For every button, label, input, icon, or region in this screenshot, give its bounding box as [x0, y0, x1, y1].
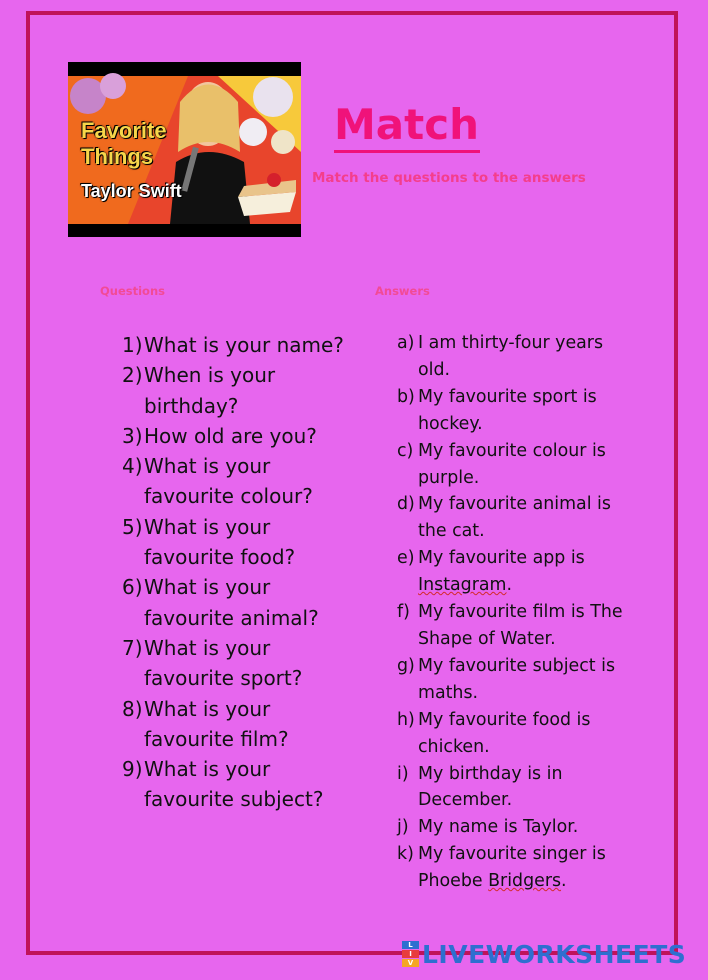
answer-item	[397, 653, 627, 707]
answer-letter: c)	[397, 440, 414, 461]
question-item	[122, 451, 362, 512]
logo-letter: L	[402, 941, 419, 949]
answer-letter: f)	[397, 602, 410, 623]
questions-list	[122, 330, 362, 815]
answer-letter: h)	[397, 709, 415, 730]
answer-text	[418, 841, 627, 895]
answer-text	[418, 545, 627, 599]
answer-item	[397, 707, 627, 761]
question-number: 2)	[122, 363, 143, 388]
liveworksheets-logo-icon	[402, 941, 419, 968]
answer-letter: d)	[397, 494, 415, 515]
question-item	[122, 512, 362, 573]
answer-letter: e)	[397, 548, 415, 569]
thumbnail-title-line2: Things	[81, 144, 154, 169]
answers-header: Answers	[375, 284, 430, 298]
liveworksheets-brand[interactable]	[402, 940, 686, 968]
answer-text: I am thirty-four years old.	[418, 333, 604, 380]
question-item	[122, 694, 362, 755]
answer-text: My birthday is in December.	[418, 763, 563, 811]
question-text: When is your birthday?	[144, 363, 276, 418]
page-subtitle: Match the questions to the answers	[312, 170, 586, 186]
spellcheck-word: Bridgers	[488, 871, 562, 892]
question-number: 4)	[122, 454, 143, 479]
answers-list	[397, 330, 627, 895]
question-number: 5)	[122, 514, 143, 539]
question-item	[122, 330, 362, 360]
answer-item	[397, 599, 627, 653]
logo-letter: I	[402, 950, 419, 958]
answer-text: My favourite sport is hockey.	[418, 386, 597, 434]
page-title: Match	[334, 100, 480, 153]
question-number: 6)	[122, 575, 143, 600]
question-item	[122, 421, 362, 451]
question-item	[122, 360, 362, 421]
question-text: What is your name?	[144, 333, 344, 357]
question-text: How old are you?	[144, 423, 317, 448]
questions-header: Questions	[100, 284, 165, 298]
question-item	[122, 572, 362, 633]
answer-text: My favourite subject is maths.	[418, 655, 616, 703]
answer-item	[397, 814, 627, 841]
answer-item	[397, 438, 627, 492]
answer-text-start: My favourite singer is Phoebe	[418, 844, 606, 892]
answer-item	[397, 841, 627, 895]
answer-text: My favourite animal is the cat.	[418, 494, 611, 542]
thumbnail-artist: Taylor Swift	[81, 181, 182, 201]
answer-letter: j)	[397, 817, 409, 838]
favorite-things-thumbnail	[68, 62, 301, 237]
answer-text-start: My favourite app is	[418, 548, 585, 569]
question-text: What is your favourite food?	[144, 514, 296, 570]
question-number: 1)	[122, 333, 143, 357]
answer-item	[397, 761, 627, 815]
logo-letter: V	[402, 959, 419, 967]
question-item	[122, 754, 362, 815]
question-text: What is your favourite film?	[144, 696, 289, 751]
answer-letter: a)	[397, 333, 415, 353]
question-text: What is your favourite animal?	[144, 575, 319, 630]
answer-item	[397, 491, 627, 545]
answer-text: My name is Taylor.	[418, 817, 579, 838]
spellcheck-word: Instagram	[418, 575, 507, 596]
answer-item	[397, 330, 627, 384]
question-number: 3)	[122, 423, 143, 448]
answer-text: My favourite food is chicken.	[418, 709, 591, 757]
question-text: What is your favourite colour?	[144, 454, 313, 509]
thumbnail-title-line1: Favorite	[81, 118, 167, 143]
question-number: 9)	[122, 757, 143, 782]
answer-letter: k)	[397, 844, 414, 865]
answer-text: My favourite film is The Shape of Water.	[418, 602, 623, 649]
answer-text-end: .	[561, 871, 567, 892]
question-number: 7)	[122, 635, 143, 660]
question-item	[122, 633, 362, 694]
answer-letter: i)	[397, 763, 409, 784]
answer-item	[397, 545, 627, 599]
answer-item	[397, 384, 627, 438]
answer-text: My favourite colour is purple.	[418, 440, 606, 488]
question-text: What is your favourite subject?	[144, 757, 324, 812]
answer-letter: b)	[397, 386, 415, 407]
answer-letter: g)	[397, 655, 415, 676]
question-text: What is your favourite sport?	[144, 635, 303, 691]
brand-name: LIVEWORKSHEETS	[422, 939, 687, 969]
question-number: 8)	[122, 696, 143, 721]
answer-text-end: .	[506, 575, 513, 596]
